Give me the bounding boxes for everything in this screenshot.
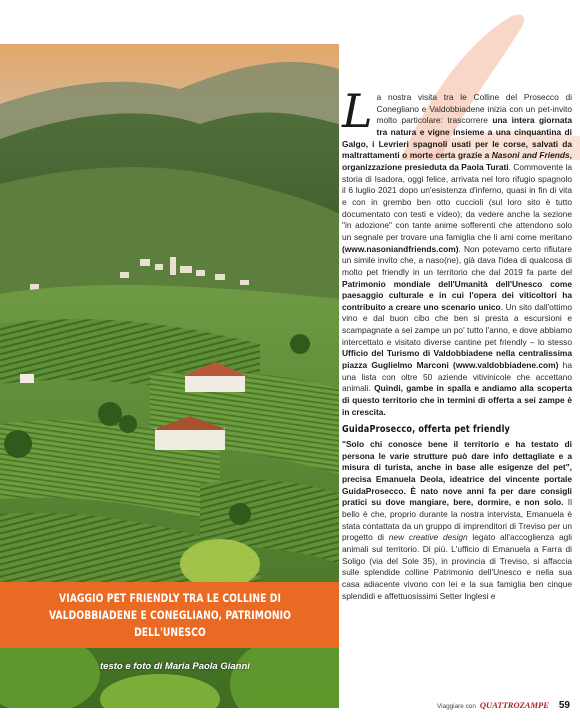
section-subheading: GuidaProsecco, offerta pet friendly — [342, 424, 511, 436]
guidaprosecco-run: new creative design — [388, 532, 468, 543]
article-title-banner — [0, 582, 339, 648]
intro-run: . Un sito dall'ottimo vino e dal buon cibo che ben si presta a escursioni e scampagnate a sei zampe un po' tutto l'anno, e dove abbiamo intercettato e visitato diverse cantine pet friendly – lo stesso — [342, 301, 572, 347]
intro-run: ha una lista con oltre 50 aziende vitivinicole che accettano animali. — [342, 360, 572, 394]
intro-run: (www.nasoniandfriends.com) — [342, 243, 459, 254]
intro-run: a nostra visita tra le Colline del Prosecco di Conegliano e Valdobbiadene inizia con un pet-invito molto particolare: trascorrere — [376, 92, 572, 126]
paragraph-guidaprosecco — [342, 439, 572, 602]
article-body — [342, 84, 572, 602]
paragraph-intro-text — [342, 84, 572, 417]
author-byline: testo e foto di Maria Paola Gianni — [100, 661, 250, 672]
intro-run: . Non potevamo certo rifiutare un simile invito che, a naso(ne), già dava l'idea di qualcosa di molto pet friendly in un territorio che dal 2019 fa parte del — [342, 243, 572, 277]
page-number: 59 — [558, 700, 570, 711]
intro-run: . Commovente la storia di Isadora, oggi felice, arrivata nel loro rifugio spagnolo il 6 luglio 2021 dopo un'esistenza d'inferno, quasi in fin di vita e con in grembo ben otto cuccioli (sul loro sito è tutto documentato con testi e video); da vedere anche la sezione "in adozione" con tante anime sofferenti che attendono solo un segnale per trovare una famiglia che li ami come meritano — [342, 161, 572, 242]
article-title: VIAGGIO PET FRIENDLY TRA LE COLLINE DI VALDOBBIADENE E CONEGLIANO, PATRIMONIO DELL'UNESCO — [48, 591, 291, 639]
paragraph-intro — [342, 84, 572, 418]
vineyard-photo — [0, 44, 339, 708]
intro-run: , organizzazione presieduta da Paola Turati — [342, 150, 572, 172]
page-footer — [437, 700, 570, 711]
intro-run: Nasoni and Friends — [491, 150, 570, 161]
guidaprosecco-run: "Solo chi conosce bene il territorio e ha testato di persona le varie strutture può dare info dettagliate e a misura di turista, anche in base alle esigenze del pet", precisa Emanuela Deola, ideatrice del vincente portale GuidaProsecco. È nato nove anni fa per dare consigli pratici su dove mangiare, bere, dormire, e non solo. — [342, 439, 572, 508]
intro-run: Patrimonio mondiale dell'Umanità dell'Unesco come paesaggio culturale e in cui l'opera dei viticoltori ha contribuito a creare uno scenario unico — [342, 278, 572, 312]
guidaprosecco-run: Il bello è che, proprio durante la nostra intervista, Emanuela è stata contattata da un gruppo di imprenditori di Treviso per un progetto di — [342, 497, 572, 543]
intro-run: una intera giornata tra natura e vigne insieme a una cinquantina di Galgo, i Levrieri spagnoli usati per le corse, salvati da maltrattamenti o morte certa grazie a — [342, 115, 572, 161]
intro-run: Ufficio del Turismo di Valdobbiadene nella centralissima piazza Guglielmo Marconi (www.valdobbiadene.com) — [342, 348, 572, 371]
guidaprosecco-run: legato all'accoglienza agli animali sul territorio. Di più. L'ufficio di Emanuela a Farra di Soligo (via del Sole 35), in provincia di Treviso, si affaccia sulle splendide colline Patrimonio dell'Unesco e nella sua casa adiacente vivono con lei e la sua famiglia ben cinque splendidi e affettuosissimi Setter Inglesi e — [342, 532, 572, 601]
magazine-name: QUATTROZAMPE — [479, 700, 549, 710]
intro-run: Quindi, gambe in spalla e andiamo alla scoperta di questo territorio che in termini di offerta a sei zampe è in crescita. — [342, 383, 572, 417]
drop-cap: L — [342, 84, 373, 138]
footer-prefix: Viaggiare con — [436, 703, 476, 710]
